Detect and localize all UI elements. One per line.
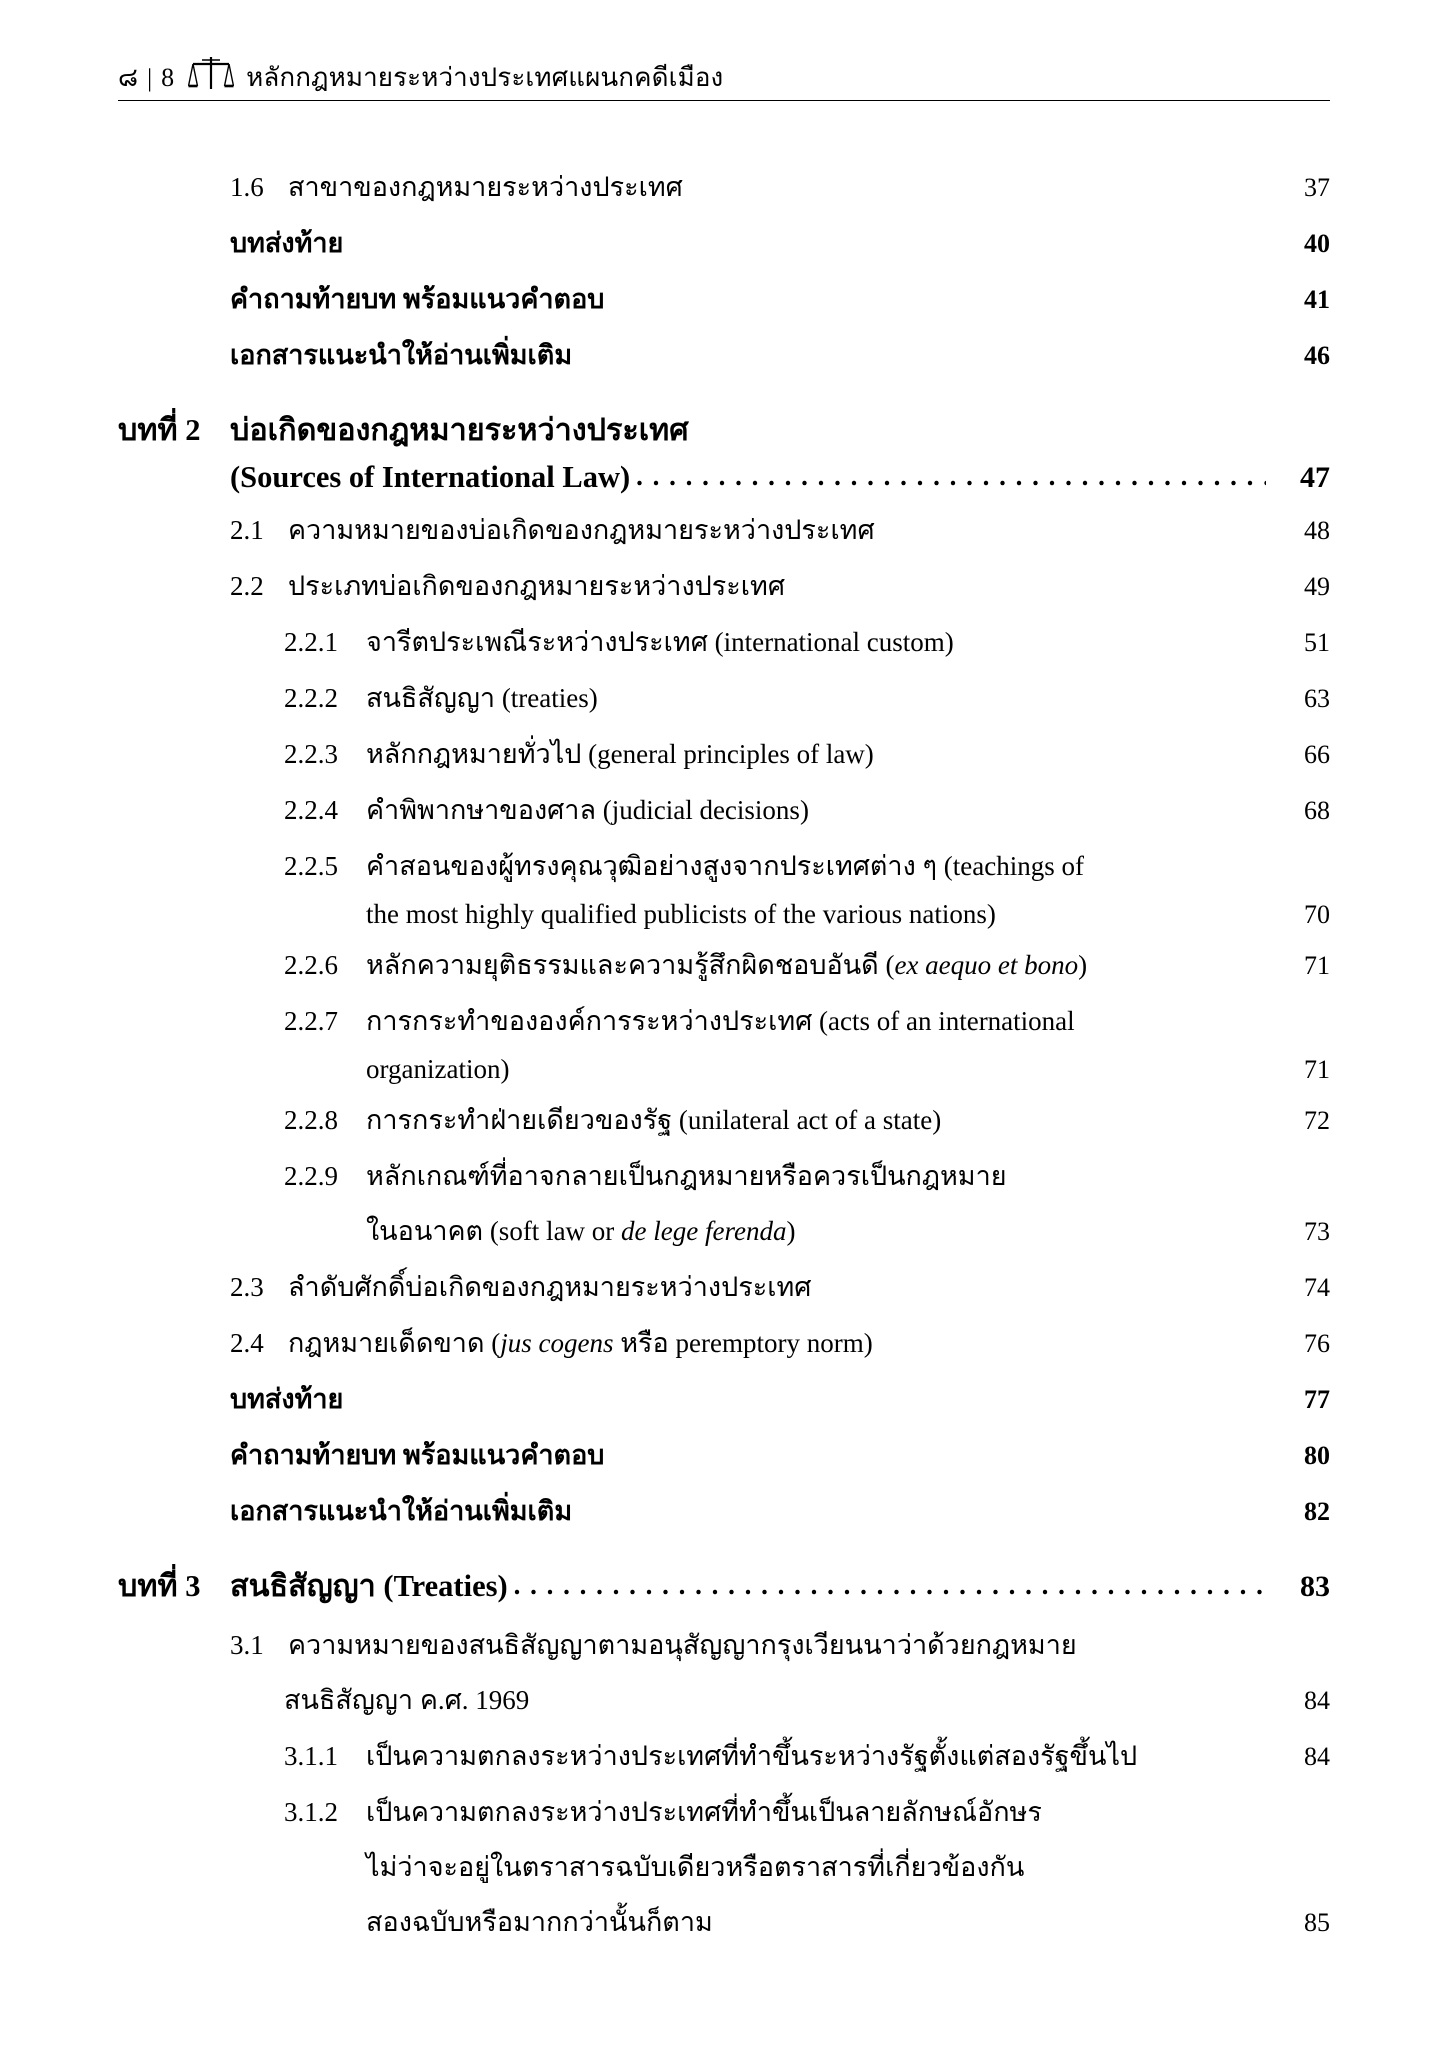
toc-entry-number: 2.2.2: [284, 683, 338, 713]
toc-entry-text: ประเภทบ่อเกิดของกฎหมายระหว่างประเทศ: [288, 571, 785, 601]
toc-entry-label: [230, 1321, 873, 1364]
toc-entry[interactable]: [118, 1377, 1330, 1420]
toc-entry-text: [366, 1209, 795, 1252]
toc-entry-text: ความหมายของบ่อเกิดของกฎหมายระหว่างประเทศ: [288, 515, 875, 545]
toc-entry[interactable]: [118, 460, 1330, 495]
toc-page-number: 76: [1304, 1329, 1330, 1358]
toc-page-number: 84: [1304, 1742, 1330, 1771]
toc-entry-number: 3.1: [230, 1630, 264, 1660]
toc-entry[interactable]: [118, 844, 1330, 887]
folio-arabic-numeral: 8: [161, 63, 175, 92]
toc-entry-label: [230, 1489, 572, 1532]
header-inner: [118, 52, 723, 98]
toc-entry-label: [284, 732, 874, 775]
toc-page-number: 37: [1304, 173, 1330, 202]
toc-entry-label: [284, 999, 1075, 1042]
toc-entry-text: ความหมายของสนธิสัญญาตามอนุสัญญากรุงเวียนนาว่าด้วยกฎหมาย: [288, 1630, 1077, 1660]
toc-entry[interactable]: [118, 1054, 1330, 1085]
toc-entry-number: 1.6: [230, 172, 264, 202]
toc-entry[interactable]: [118, 1900, 1330, 1943]
toc-entry-number: 3.1.1: [284, 1741, 338, 1771]
toc-entry-text: [366, 943, 1087, 986]
toc-entry[interactable]: [118, 1562, 1330, 1610]
toc-entry-text-italic: de lege ferenda: [621, 1216, 787, 1246]
toc-entry-label: [230, 333, 572, 376]
toc-page-number: 49: [1304, 572, 1330, 601]
toc-page-number: 85: [1304, 1908, 1330, 1937]
toc-entry-text: the most highly qualified publicists of the various nations): [366, 899, 996, 929]
toc-entry-number: 2.2: [230, 571, 264, 601]
toc-page-number: 68: [1304, 796, 1330, 825]
toc-entry[interactable]: [118, 564, 1330, 607]
toc-entry-text: ไม่ว่าจะอยู่ในตราสารฉบับเดียวหรือตราสารที่เกี่ยวข้องกัน: [366, 1852, 1025, 1882]
toc-entry-label: [284, 1790, 1042, 1833]
toc-entry-label: [366, 1900, 713, 1943]
toc-entry[interactable]: [118, 1678, 1330, 1721]
toc-page-number: 83: [1300, 1570, 1330, 1603]
toc-entry-number: 2.2.9: [284, 1161, 338, 1191]
toc-entry-text-roman: ในอนาคต (soft law or: [366, 1216, 622, 1246]
toc-entry-text: สนธิสัญญา ค.ศ. 1969: [284, 1685, 530, 1715]
toc-entry-text: คำถามท้ายบท พร้อมแนวคำตอบ: [230, 284, 605, 314]
toc-entry-number: 2.2.7: [284, 1006, 338, 1036]
toc-entry-label: [284, 1098, 941, 1141]
toc-page-number: 84: [1304, 1686, 1330, 1715]
toc-entry-text: การกระทำฝ่ายเดียวของรัฐ (unilateral act of a state): [366, 1105, 942, 1135]
toc-entry-text: บทส่งท้าย: [230, 1384, 344, 1414]
toc-page-number: 48: [1304, 516, 1330, 545]
toc-entry[interactable]: [118, 1489, 1330, 1532]
toc-entry-number: 2.2.6: [284, 950, 338, 980]
toc-entry-text: บ่อเกิดของกฎหมายระหว่างประเทศ: [230, 413, 689, 447]
toc-entry-text: [288, 1321, 873, 1364]
folio-thai-numeral: ๘: [118, 63, 139, 92]
toc-entry-number: 2.3: [230, 1272, 264, 1302]
toc-entry-label: [230, 564, 785, 607]
toc-entry-number: 2.2.4: [284, 795, 338, 825]
toc-entry-label: [284, 620, 954, 663]
toc-entry-label: [284, 676, 598, 719]
toc-entry[interactable]: [118, 1098, 1330, 1141]
toc-page-number: 82: [1304, 1497, 1330, 1526]
toc-entry-label: [118, 1562, 508, 1610]
toc-entry-text: organization): [366, 1054, 510, 1084]
toc-entry-text: (Sources of International Law): [230, 460, 631, 494]
toc-entry-label: [230, 221, 343, 264]
toc-entry-text: เป็นความตกลงระหว่างประเทศที่ทำขึ้นเป็นลายลักษณ์อักษร: [366, 1797, 1042, 1827]
toc-page-number: 41: [1304, 285, 1330, 314]
toc-entry-text: สองฉบับหรือมากกว่านั้นก็ตาม: [366, 1907, 713, 1937]
toc-entry-label: [366, 1054, 509, 1085]
toc-entry[interactable]: [118, 1154, 1330, 1197]
toc-entry-text: สนธิสัญญา (treaties): [366, 683, 598, 713]
toc-entry-label: [230, 508, 875, 551]
toc-page-number: 72: [1304, 1106, 1330, 1135]
toc-entry[interactable]: [118, 221, 1330, 264]
toc-page-number: 40: [1304, 229, 1330, 258]
toc-entry-label: [284, 943, 1087, 986]
toc-entry-text-roman: กฎหมายเด็ดขาด (: [288, 1328, 501, 1358]
toc-entry[interactable]: [118, 1321, 1330, 1364]
header-divider: [118, 100, 1330, 101]
scales-of-justice-icon: [188, 56, 234, 90]
toc-entry-label: [230, 165, 683, 208]
toc-entry[interactable]: [118, 943, 1330, 986]
toc-page-number: 63: [1304, 684, 1330, 713]
toc-entry-number: 2.2.3: [284, 739, 338, 769]
toc-page-number: 73: [1304, 1217, 1330, 1246]
toc-entry-text-italic: jus cogens: [500, 1328, 614, 1358]
toc-entry-text: เป็นความตกลงระหว่างประเทศที่ทำขึ้นระหว่างรัฐตั้งแต่สองรัฐขึ้นไป: [366, 1741, 1138, 1771]
toc-entry[interactable]: [118, 788, 1330, 831]
toc-entry-text-roman: หลักความยุติธรรมและความรู้สึกผิดชอบอันดี (: [366, 950, 895, 980]
toc-entry-label: [366, 899, 996, 930]
toc-page-number: 51: [1304, 628, 1330, 657]
toc-entry-number: 2.2.5: [284, 851, 338, 881]
toc-entry[interactable]: [118, 676, 1330, 719]
toc-entry[interactable]: [118, 1623, 1330, 1666]
toc-entry[interactable]: [118, 999, 1330, 1042]
toc-entry-text: สาขาของกฎหมายระหว่างประเทศ: [288, 172, 683, 202]
toc-entry-label: [284, 1678, 529, 1721]
toc-entry-text-roman: หรือ peremptory norm): [613, 1328, 873, 1358]
toc-page-number: 46: [1304, 341, 1330, 370]
toc-page-number: 70: [1304, 900, 1330, 929]
folio-separator: |: [147, 65, 153, 92]
toc-entry-text: จารีตประเพณีระหว่างประเทศ (international custom): [366, 627, 954, 657]
toc-entry-text: คำถามท้ายบท พร้อมแนวคำตอบ: [230, 1440, 605, 1470]
toc-entry-text-roman: ): [786, 1216, 796, 1246]
toc-entry-label: [284, 844, 1084, 887]
toc-entry-number: 3.1.2: [284, 1797, 338, 1827]
toc-entry[interactable]: [118, 508, 1330, 551]
toc-entry-text: คำสอนของผู้ทรงคุณวุฒิอย่างสูงจากประเทศต่าง ๆ (teachings of: [366, 851, 1084, 881]
toc-entry-text-italic: ex aequo et bono: [894, 950, 1079, 980]
toc-entry-text: คำพิพากษาของศาล (judicial decisions): [366, 795, 809, 825]
toc-entry[interactable]: [118, 1433, 1330, 1476]
toc-entry[interactable]: [118, 1209, 1330, 1252]
toc-entry-text: เอกสารแนะนำให้อ่านเพิ่มเติม: [230, 1496, 573, 1526]
toc-entry[interactable]: [118, 333, 1330, 376]
toc-entry-text: ลำดับศักดิ์บ่อเกิดของกฎหมายระหว่างประเทศ: [288, 1272, 812, 1302]
toc-entry[interactable]: [118, 1790, 1330, 1833]
toc-page-number: 47: [1300, 461, 1330, 494]
toc-entry-text: หลักเกณฑ์ที่อาจกลายเป็นกฎหมายหรือควรเป็นกฎหมาย: [366, 1161, 1007, 1191]
toc-entry-label: [230, 1433, 604, 1476]
toc-entry-label: [230, 1377, 343, 1420]
toc-page-number: 71: [1304, 951, 1330, 980]
toc-entry[interactable]: [118, 620, 1330, 663]
header-title: หลักกฎหมายระหว่างประเทศแผนกคดีเมือง: [246, 63, 724, 92]
toc-entry[interactable]: [118, 406, 1330, 454]
toc-entry[interactable]: [118, 732, 1330, 775]
toc-entry-label: [284, 1154, 1007, 1197]
toc-entry-text-roman: ): [1078, 950, 1088, 980]
toc-page-number: 74: [1304, 1273, 1330, 1302]
toc-entry-label: [230, 277, 604, 320]
toc-entry-label: [284, 1734, 1137, 1777]
toc-page-number: 66: [1304, 740, 1330, 769]
toc-entry-text: หลักกฎหมายทั่วไป (general principles of law): [366, 739, 874, 769]
toc-entry[interactable]: [118, 1845, 1330, 1888]
toc-entry-number: บทที่ 3: [118, 1569, 201, 1603]
toc-entry-text: สนธิสัญญา (Treaties): [230, 1569, 508, 1603]
toc-page-number: 80: [1304, 1441, 1330, 1470]
toc-entry-number: 2.4: [230, 1328, 264, 1358]
toc-entry[interactable]: [118, 899, 1330, 930]
toc-entry-label: [230, 1265, 811, 1308]
toc-entry-label: [118, 406, 689, 454]
toc-entry[interactable]: [118, 165, 1330, 208]
toc-entry-number: 2.2.8: [284, 1105, 338, 1135]
toc-entry-number: 2.1: [230, 515, 264, 545]
table-of-contents: [118, 152, 1330, 1943]
toc-entry-label: [366, 1845, 1024, 1888]
toc-entry[interactable]: [118, 1265, 1330, 1308]
toc-entry-text: เอกสารแนะนำให้อ่านเพิ่มเติม: [230, 340, 573, 370]
toc-entry-number: 2.2.1: [284, 627, 338, 657]
toc-entry-number: บทที่ 2: [118, 413, 201, 447]
toc-entry-text: บทส่งท้าย: [230, 228, 344, 258]
toc-page-number: 71: [1304, 1055, 1330, 1084]
toc-leader-dots: [636, 458, 1266, 493]
toc-entry[interactable]: [118, 1734, 1330, 1777]
toc-entry-label: [230, 1623, 1077, 1666]
toc-entry-label: [366, 1209, 795, 1252]
toc-entry-label: [284, 788, 809, 831]
toc-leader-dots: [514, 1567, 1266, 1602]
toc-entry[interactable]: [118, 277, 1330, 320]
toc-entry-text: การกระทำขององค์การระหว่างประเทศ (acts of an international: [366, 1006, 1075, 1036]
toc-entry-label: [230, 460, 630, 495]
toc-page-number: 77: [1304, 1385, 1330, 1414]
